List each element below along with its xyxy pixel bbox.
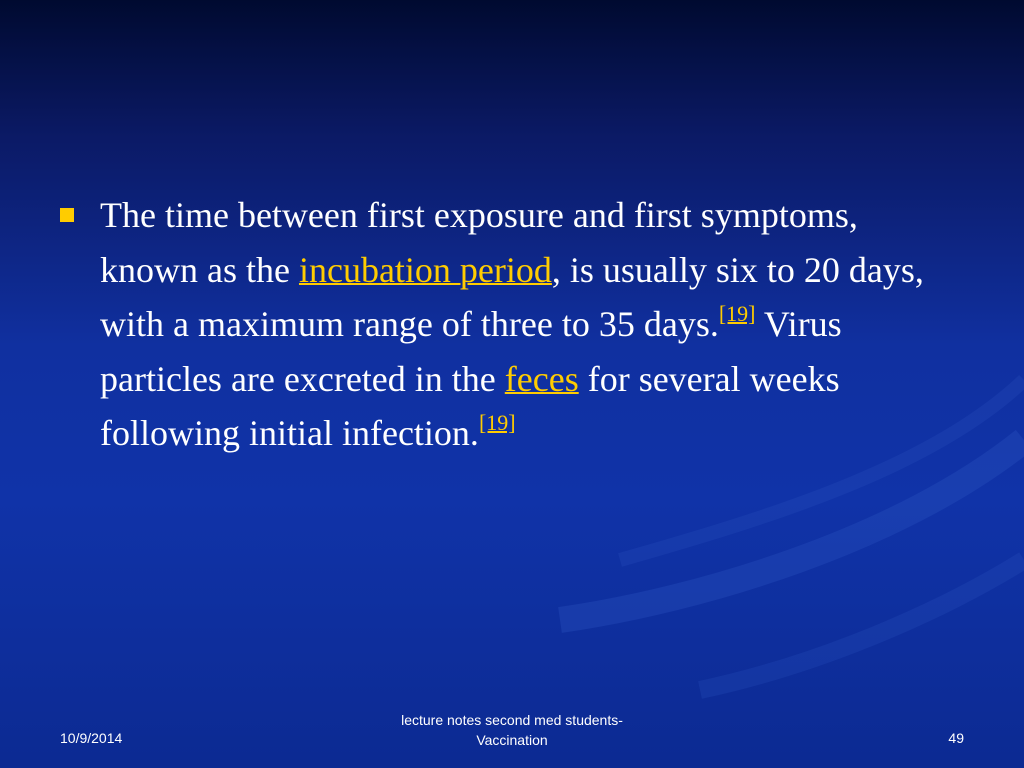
feces-link[interactable]: feces [504, 358, 579, 399]
slide-body [60, 188, 960, 461]
text-segment: Virus particles are excreted in the [100, 304, 842, 399]
footer-title-line-2: Vaccination [476, 732, 548, 748]
bullet-text [100, 188, 960, 461]
bullet-item [60, 188, 960, 461]
text-segment: for several weeks following initial infection. [100, 358, 840, 453]
square-bullet-icon [60, 208, 74, 222]
footer-title [362, 710, 662, 750]
footer-date: 10/9/2014 [60, 730, 123, 746]
page-number: 49 [948, 730, 964, 746]
reference-19-link[interactable]: [19] [478, 410, 516, 435]
incubation-period-link[interactable]: incubation period [298, 249, 552, 290]
text-segment: , is usually six to 20 days, with a maximum range of three to 35 days. [100, 249, 924, 344]
text-segment: The time between first exposure and first symptoms, known as the [100, 195, 858, 290]
footer-title-line-1: lecture notes second med students- [401, 712, 623, 728]
reference-19-link[interactable]: [19] [718, 301, 756, 326]
